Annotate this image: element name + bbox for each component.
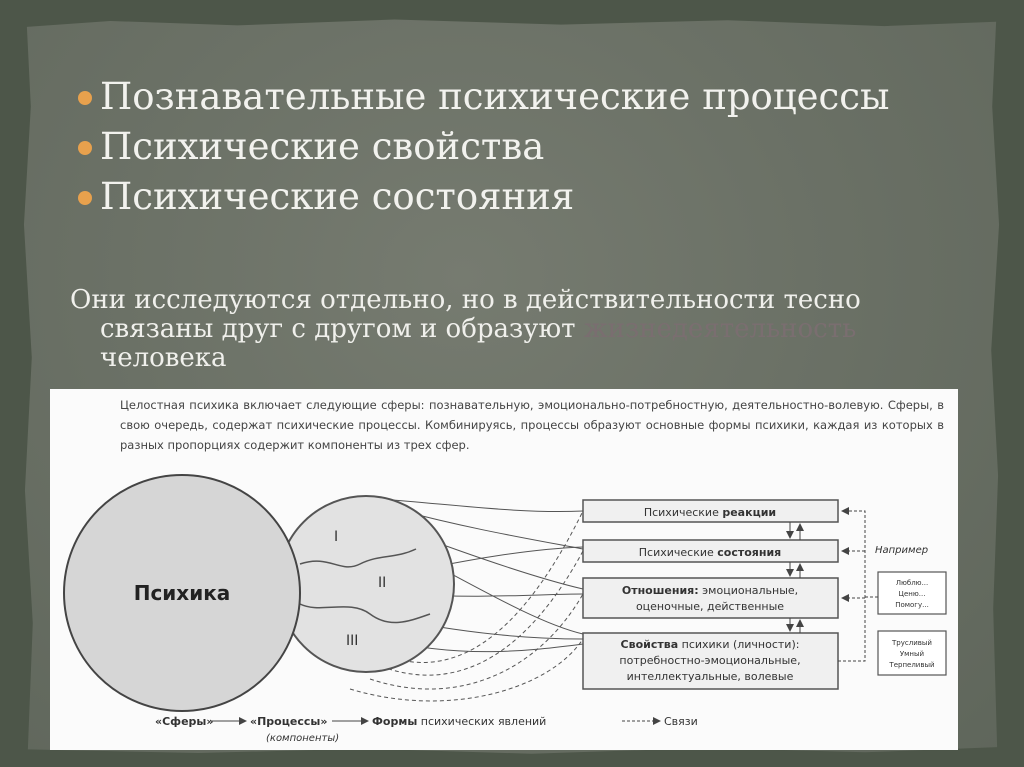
box-states — [583, 540, 838, 562]
bullet-dot-icon — [78, 91, 92, 105]
feedback-loop — [838, 511, 865, 661]
box-properties — [583, 633, 838, 689]
box-relations — [583, 578, 838, 618]
psyche-label: Психика — [133, 581, 231, 605]
svg-text:Терпеливый: Терпеливый — [889, 661, 935, 669]
example-title: Например — [875, 545, 929, 556]
paragraph-line: Они исследуются отдельно, но в действительности тесно — [70, 285, 861, 315]
roman-2: II — [378, 575, 387, 591]
bullet-dot-icon — [78, 141, 92, 155]
svg-text:Трусливый: Трусливый — [892, 639, 932, 647]
bullet-item: Психические состояния — [72, 172, 889, 222]
svg-text:Ценю...: Ценю... — [898, 590, 926, 598]
hyperlink-lifeactivity[interactable]: жизнедеятельность — [583, 314, 857, 344]
svg-text:Психические состояния: Психические состояния — [638, 546, 782, 559]
svg-text:интеллектуальные, волевые: интеллектуальные, волевые — [626, 670, 794, 683]
bullet-list — [72, 72, 889, 222]
paragraph-line: связаны друг с другом и образуют жизнедеятельность — [100, 314, 857, 344]
example-box-1 — [878, 572, 946, 614]
spheres-circle — [278, 496, 454, 672]
bullet-dot-icon — [78, 191, 92, 205]
bullet-item: Психические свойства — [72, 122, 889, 172]
example-box-2 — [878, 631, 946, 675]
svg-text:Умный: Умный — [899, 650, 925, 658]
svg-text:«Процессы»: «Процессы» — [250, 715, 328, 728]
svg-text:Отношения: эмоциональные,: Отношения: эмоциональные, — [621, 584, 799, 597]
svg-text:потребностно-эмоциональные,: потребностно-эмоциональные, — [619, 654, 801, 667]
svg-text:«Сферы»: «Сферы» — [155, 715, 214, 728]
psyche-diagram — [50, 389, 958, 750]
diagram-figure — [50, 389, 958, 750]
svg-text:Свойства психики (личности):: Свойства психики (личности): — [620, 638, 800, 651]
roman-3: III — [346, 633, 359, 649]
svg-text:Помогу...: Помогу... — [895, 601, 929, 609]
svg-text:Люблю...: Люблю... — [895, 579, 929, 587]
svg-text:Формы психических явлений: Формы психических явлений — [372, 715, 547, 728]
bullet-item: Познавательные психические процессы — [72, 72, 889, 122]
figure-caption: Целостная психика включает следующие сферы: познавательную, эмоционально-потребностную, деятельностно-волевую. Сферы, в свою очередь, содержат психические процессы. Комбинируясь, процессы образуют основные формы психики, каждая из которых в разных пропорциях содержит компоненты из трех сфер. — [120, 398, 944, 452]
body-paragraph — [70, 286, 970, 373]
legend — [155, 715, 698, 744]
roman-1: I — [334, 529, 339, 545]
paragraph-line: человека — [100, 343, 227, 373]
svg-text:(компоненты): (компоненты) — [266, 733, 340, 744]
svg-text:Связи: Связи — [664, 715, 698, 728]
svg-text:оценочные, действенные: оценочные, действенные — [635, 600, 785, 613]
svg-text:Психические реакции: Психические реакции — [643, 506, 777, 519]
box-reactions — [583, 500, 838, 522]
